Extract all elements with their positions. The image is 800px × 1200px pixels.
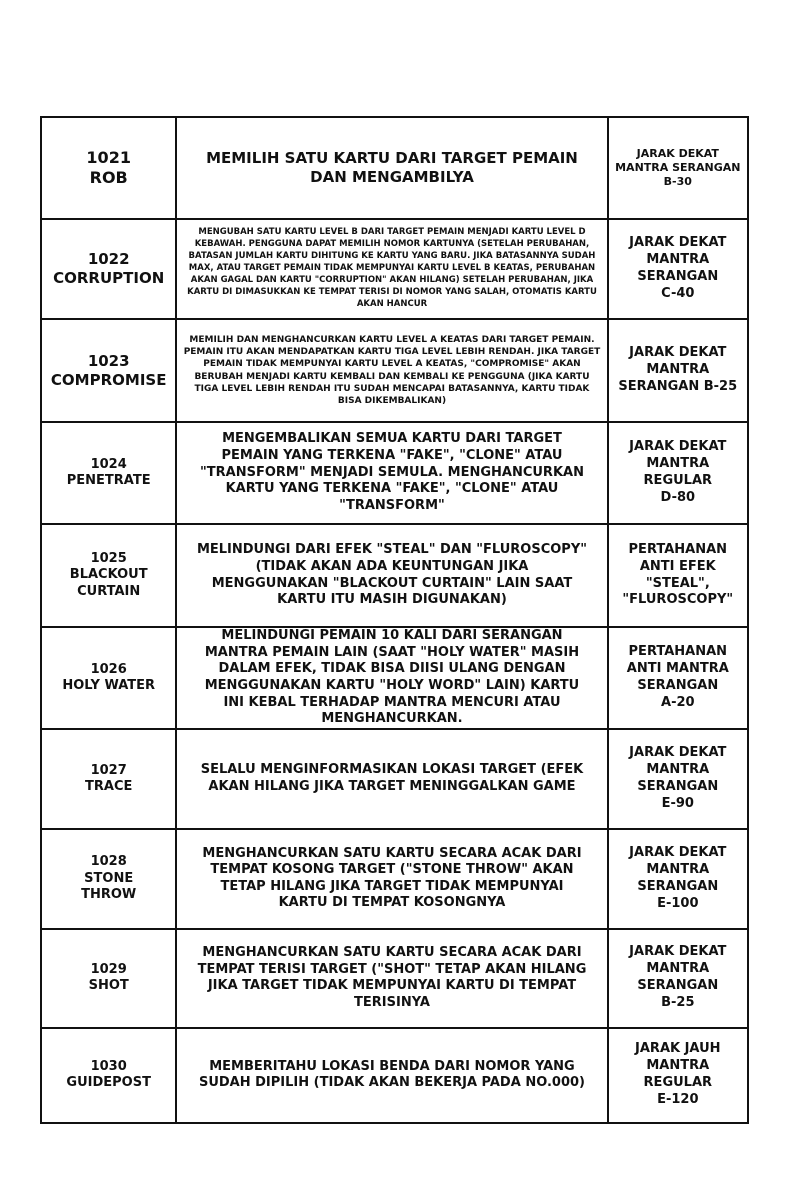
card-number: 1025 xyxy=(90,551,127,567)
card-description: MENGHANCURKAN SATU KARTU SECARA ACAK DARI TEMPAT KOSONG TARGET ("STONE THROW" AKAN TETAP HILANG JIKA TARGET TIDAK MEMPUNYAI KARTU DI TEMPAT KOSONGNYA xyxy=(176,829,607,929)
card-type-cell xyxy=(608,319,748,422)
card-name: COMPROMISE xyxy=(50,370,167,389)
table-row xyxy=(41,729,748,829)
card-type-line: JARAK DEKAT xyxy=(629,439,727,455)
table-row xyxy=(41,1028,748,1123)
card-description: MEMBERITAHU LOKASI BENDA DARI NOMOR YANG SUDAH DIPILIH (TIDAK AKAN BEKERJA PADA NO.000) xyxy=(176,1028,607,1123)
card-type-cell xyxy=(608,524,748,627)
card-type-line: MANTRA xyxy=(646,252,710,268)
card-type-line: REGULAR xyxy=(643,473,713,488)
card-type-line: MANTRA xyxy=(646,1058,710,1074)
card-type-line: "STEAL", xyxy=(645,575,710,591)
card-type-line: SERANGAN B-25 xyxy=(618,378,738,394)
card-id-cell xyxy=(41,729,176,829)
card-type-line: SERANGAN xyxy=(637,778,719,794)
card-description: MENGUBAH SATU KARTU LEVEL B DARI TARGET PEMAIN MENJADI KARTU LEVEL D KEBAWAH. PENGGUNA DAPAT MEMILIH NOMOR KARTUNYA (SETELAH PERUBAHAN, BATASAN JUMLAH KARTU DIHITUNG KE KARTU YANG BARU. JIKA BATASANNYA SUDAH MAX, ATAU TARGET PEMAIN TIDAK MEMPUNYAI KARTU LEVEL B KEATAS, PERUBAHAN AKAN GAGAL DAN KARTU "CORRUPTION" AKAN HILANG) SETELAH PERUBAHAN, JIKA KARTU DI DIMASUKKAN KE TEMPAT TERISI DI NOMOR YANG SALAH, OTOMATIS KARTU AKAN HANCUR xyxy=(176,219,607,319)
card-type-line: E-120 xyxy=(657,1092,699,1108)
card-type-line: REGULAR xyxy=(643,1075,713,1091)
card-type-line: JARAK DEKAT xyxy=(636,146,719,160)
card-id-cell xyxy=(41,422,176,524)
card-description: MELINDUNGI PEMAIN 10 KALI DARI SERANGAN MANTRA PEMAIN LAIN (SAAT "HOLY WATER" MASIH DALAM EFEK, TIDAK BISA DIISI ULANG DENGAN MENGGUNAKAN KARTU "HOLY WORD" LAIN) KARTU INI KEBAL TERHADAP MANTRA MENCURI ATAU MENGHANCURKAN. xyxy=(176,627,607,729)
table-row xyxy=(41,319,748,422)
card-name: GUIDEPOST xyxy=(66,1075,151,1091)
card-type-line: JARAK JAUH xyxy=(635,1041,721,1057)
table-row xyxy=(41,117,748,219)
card-type-cell xyxy=(608,422,748,524)
table-row xyxy=(41,929,748,1028)
card-number: 1030 xyxy=(90,1059,127,1074)
card-description: MEMILIH DAN MENGHANCURKAN KARTU LEVEL A KEATAS DARI TARGET PEMAIN. PEMAIN ITU AKAN MENDAPATKAN KARTU TIGA LEVEL LEBIH RENDAH. JIKA TARGET PEMAIN TIDAK MEMPUNYAI KARTU LEVEL A KEATAS, "COMPROMISE" AKAN BERUBAH MENJADI KARTU KEMBALI DAN KEMBALI KE PENGGUNA (JIKA KARTU TIGA LEVEL LEBIH RENDAH ITU SUDAH MENCAPAI BATASANNYA, KARTU TIDAK BISA DIKEMBALIKAN) xyxy=(176,319,607,422)
card-type-line: MANTRA SERANGAN xyxy=(615,160,741,174)
card-name: SHOT xyxy=(88,978,129,994)
card-number: 1021 xyxy=(86,148,131,167)
table-row xyxy=(41,422,748,524)
card-type-line: MANTRA xyxy=(646,961,710,977)
card-type-line: A-20 xyxy=(661,694,695,710)
card-type-line: E-100 xyxy=(657,895,699,911)
card-type-line: JARAK DEKAT xyxy=(629,345,727,361)
card-description: MEMILIH SATU KARTU DARI TARGET PEMAIN DAN MENGAMBILYA xyxy=(176,117,607,219)
card-type-line: B-25 xyxy=(661,995,695,1011)
card-id-cell xyxy=(41,929,176,1028)
card-number: 1029 xyxy=(90,962,127,977)
card-name: CORRUPTION xyxy=(53,269,165,287)
table-row xyxy=(41,829,748,929)
card-type-cell xyxy=(608,729,748,829)
card-type-line: SERANGAN xyxy=(637,978,719,994)
card-type-line: PERTAHANAN xyxy=(628,644,728,660)
card-type-cell xyxy=(608,829,748,929)
card-type-line: SERANGAN xyxy=(637,878,719,894)
card-type-line: D-80 xyxy=(660,489,696,505)
table-row xyxy=(41,627,748,729)
card-name: PENETRATE xyxy=(66,473,151,488)
card-type-line: JARAK DEKAT xyxy=(629,744,727,760)
table-row xyxy=(41,219,748,319)
card-number: 1026 xyxy=(90,661,127,677)
card-description: MENGHANCURKAN SATU KARTU SECARA ACAK DARI TEMPAT TERISI TARGET ("SHOT" TETAP AKAN HILANG JIKA TARGET TIDAK MEMPUNYAI KARTU DI TEMPAT TERISINYA xyxy=(176,929,607,1028)
card-type-line: SERANGAN xyxy=(637,677,719,693)
table-row xyxy=(41,524,748,627)
card-name: HOLY WATER xyxy=(62,677,156,693)
card-number: 1028 xyxy=(90,854,127,870)
card-name: ROB xyxy=(89,168,128,187)
card-description: MELINDUNGI DARI EFEK "STEAL" DAN "FLUROSCOPY" (TIDAK AKAN ADA KEUNTUNGAN JIKA MENGGUNAKAN "BLACKOUT CURTAIN" LAIN SAAT KARTU ITU MASIH DIGUNAKAN) xyxy=(176,524,607,627)
card-type-line: JARAK DEKAT xyxy=(629,235,727,251)
card-type-line: ANTI EFEK xyxy=(639,558,716,574)
card-type-line: MANTRA xyxy=(646,861,710,877)
card-id-cell xyxy=(41,1028,176,1123)
card-id-cell xyxy=(41,117,176,219)
card-name: STONE THROW xyxy=(81,870,137,902)
card-type-line: MANTRA xyxy=(646,761,710,777)
card-type-line: JARAK DEKAT xyxy=(629,944,727,960)
card-description: SELALU MENGINFORMASIKAN LOKASI TARGET (EFEK AKAN HILANG JIKA TARGET MENINGGALKAN GAME xyxy=(176,729,607,829)
card-type-line: ANTI MANTRA xyxy=(626,660,729,676)
card-type-cell xyxy=(608,117,748,219)
card-id-cell xyxy=(41,627,176,729)
card-number: 1027 xyxy=(90,762,127,778)
card-name: BLACKOUT CURTAIN xyxy=(69,567,148,599)
card-type-line: SERANGAN xyxy=(637,269,719,284)
card-type-line: B-30 xyxy=(663,175,692,189)
card-number: 1024 xyxy=(90,456,127,472)
card-id-cell xyxy=(41,524,176,627)
card-description: MENGEMBALIKAN SEMUA KARTU DARI TARGET PEMAIN YANG TERKENA "FAKE", "CLONE" ATAU "TRANSFORM" MENJADI SEMULA. MENGHANCURKAN KARTU YANG TERKENA "FAKE", "CLONE" ATAU "TRANSFORM" xyxy=(176,422,607,524)
spell-card-table xyxy=(40,116,749,1124)
card-number: 1022 xyxy=(87,250,130,269)
card-id-cell xyxy=(41,219,176,319)
card-type-line: PERTAHANAN xyxy=(628,541,728,557)
card-number: 1023 xyxy=(87,351,130,370)
card-type-line: "FLUROSCOPY" xyxy=(622,592,734,608)
card-id-cell xyxy=(41,319,176,422)
card-type-line: MANTRA xyxy=(646,456,710,472)
card-type-cell xyxy=(608,219,748,319)
card-type-line: C-40 xyxy=(661,285,695,301)
card-type-line: JARAK DEKAT xyxy=(629,844,727,860)
card-type-cell xyxy=(608,1028,748,1123)
card-type-cell xyxy=(608,929,748,1028)
card-id-cell xyxy=(41,829,176,929)
card-type-line: MANTRA xyxy=(646,362,710,378)
card-type-line: E-90 xyxy=(661,795,694,811)
card-type-cell xyxy=(608,627,748,729)
card-name: TRACE xyxy=(85,778,133,794)
